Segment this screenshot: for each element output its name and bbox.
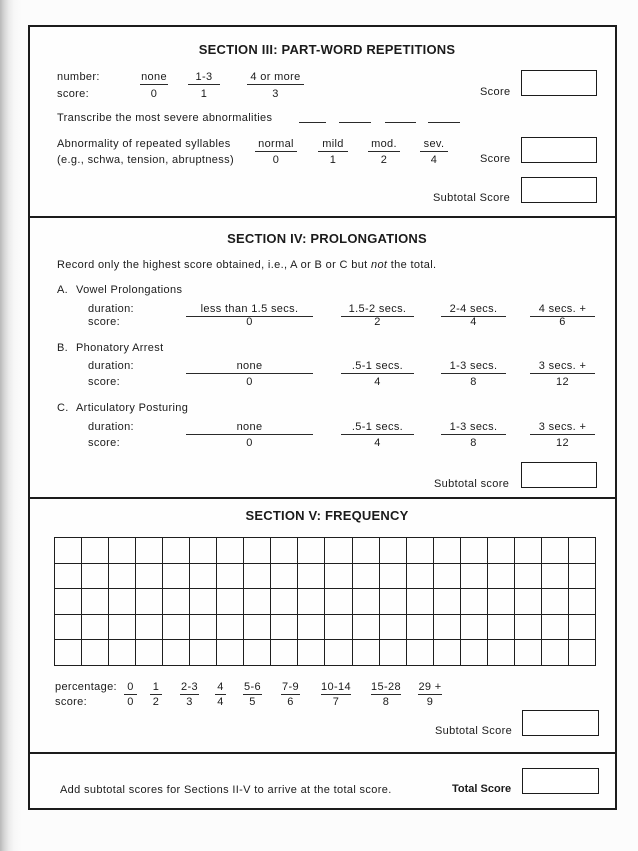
option-label: 29 +: [418, 681, 442, 693]
frequency-grid-cell[interactable]: [380, 615, 407, 641]
duration-option: [441, 421, 506, 449]
option-label: 1: [150, 681, 162, 695]
option-label: 2-3: [181, 681, 198, 693]
frequency-grid-cell[interactable]: [353, 538, 380, 564]
option-score: 0: [246, 316, 253, 328]
option-label: 10-14: [321, 681, 351, 693]
option-score: 2: [374, 316, 381, 328]
frequency-grid-cell[interactable]: [55, 589, 82, 615]
category-letter: B.: [57, 342, 69, 354]
abnormality-examples: (e.g., schwa, tension, abruptness): [57, 154, 234, 166]
section3-subtotal-label: Subtotal Score: [433, 192, 511, 204]
frequency-grid-cell[interactable]: [434, 640, 461, 666]
option-score: 4: [430, 154, 438, 166]
option-label: 3 secs. +: [530, 421, 595, 435]
option-label: 1-3: [188, 71, 220, 85]
abnormality-option: [420, 138, 448, 166]
frequency-grid-cell[interactable]: [82, 615, 109, 641]
frequency-grid-cell[interactable]: [434, 615, 461, 641]
frequency-grid-cell[interactable]: [434, 538, 461, 564]
option-label: 4 or more: [247, 71, 304, 85]
frequency-grid-cell[interactable]: [55, 538, 82, 564]
option-score: 8: [382, 696, 390, 708]
section-divider: [28, 497, 617, 499]
frequency-grid-cell[interactable]: [217, 640, 244, 666]
option-score: 2: [152, 696, 160, 708]
option-score: 0: [246, 437, 253, 449]
frequency-grid-cell[interactable]: [461, 564, 488, 590]
category-name: Vowel Prolongations: [76, 284, 183, 296]
frequency-grid-cell[interactable]: [109, 640, 136, 666]
frequency-grid-cell[interactable]: [515, 589, 542, 615]
frequency-grid-cell[interactable]: [488, 640, 515, 666]
frequency-grid-cell[interactable]: [488, 589, 515, 615]
frequency-option: [124, 681, 137, 708]
frequency-grid-cell[interactable]: [190, 589, 217, 615]
transcribe-blank[interactable]: [385, 122, 416, 123]
option-score: 0: [246, 376, 253, 388]
abnormality-option: [368, 138, 400, 166]
frequency-option: [281, 681, 300, 708]
frequency-grid-cell[interactable]: [569, 589, 596, 615]
frequency-grid-cell[interactable]: [569, 615, 596, 641]
option-label: .5-1 secs.: [341, 421, 414, 435]
section4-subtotal-label: Subtotal score: [434, 478, 510, 490]
frequency-grid-cell[interactable]: [461, 640, 488, 666]
option-score: 1: [200, 88, 208, 100]
duration-option: [186, 360, 313, 388]
transcribe-label: Transcribe the most severe abnormalities: [57, 112, 273, 124]
number-option: [188, 71, 220, 100]
frequency-grid-cell[interactable]: [217, 564, 244, 590]
duration-option: [530, 421, 595, 449]
option-score: 4: [470, 316, 477, 328]
frequency-grid-cell[interactable]: [380, 589, 407, 615]
duration-option: [186, 421, 313, 449]
frequency-grid-cell[interactable]: [407, 615, 434, 641]
frequency-grid-cell[interactable]: [542, 538, 569, 564]
frequency-grid-cell[interactable]: [542, 640, 569, 666]
frequency-grid-cell[interactable]: [461, 615, 488, 641]
option-label: normal: [255, 138, 297, 152]
option-label: 1-3 secs.: [441, 360, 506, 374]
option-score: 9: [426, 696, 434, 708]
frequency-grid-cell[interactable]: [325, 564, 352, 590]
option-score: 12: [556, 437, 569, 449]
number-option: [140, 71, 168, 100]
instruction-text: the total.: [387, 259, 437, 271]
frequency-grid-cell[interactable]: [190, 538, 217, 564]
frequency-grid-cell[interactable]: [109, 615, 136, 641]
frequency-grid-cell[interactable]: [109, 564, 136, 590]
option-label: none: [141, 71, 167, 83]
frequency-grid-cell[interactable]: [244, 538, 271, 564]
frequency-option: [150, 681, 162, 708]
score-label: score:: [88, 437, 121, 449]
frequency-grid-cell[interactable]: [271, 538, 298, 564]
option-score: 4: [217, 696, 224, 708]
duration-label: duration:: [88, 421, 134, 433]
abnormality-score-label: Score: [480, 153, 511, 165]
frequency-grid-cell[interactable]: [217, 615, 244, 641]
frequency-grid-cell[interactable]: [55, 640, 82, 666]
frequency-option: [418, 681, 442, 708]
total-score-label: Total Score: [452, 783, 512, 795]
category-name: Articulatory Posturing: [76, 402, 189, 414]
option-label: 3 secs. +: [530, 360, 595, 374]
option-label: 4: [215, 681, 226, 695]
frequency-grid-cell[interactable]: [109, 589, 136, 615]
transcribe-blank[interactable]: [299, 122, 326, 123]
option-score: 6: [559, 316, 566, 328]
transcribe-blank[interactable]: [428, 122, 460, 123]
option-score: 7: [332, 696, 340, 708]
option-score: 4: [374, 437, 381, 449]
frequency-grid-cell[interactable]: [136, 589, 163, 615]
frequency-grid-cell[interactable]: [298, 640, 325, 666]
frequency-grid-cell[interactable]: [82, 589, 109, 615]
frequency-grid-cell[interactable]: [488, 564, 515, 590]
duration-option: [341, 360, 414, 388]
section4-subtotal-box[interactable]: [521, 462, 597, 488]
option-label: 15-28: [371, 681, 401, 693]
frequency-grid-cell[interactable]: [542, 564, 569, 590]
frequency-grid-cell[interactable]: [461, 538, 488, 564]
option-label: 4 secs. +: [530, 303, 595, 317]
frequency-grid-cell[interactable]: [190, 564, 217, 590]
frequency-grid-cell[interactable]: [163, 589, 190, 615]
section3-subtotal-box[interactable]: [521, 177, 597, 203]
abnormality-label: Abnormality of repeated syllables: [57, 138, 231, 150]
duration-label: duration:: [88, 360, 134, 372]
option-label: 5-6: [244, 681, 261, 693]
frequency-grid-cell[interactable]: [55, 615, 82, 641]
section-divider: [28, 752, 617, 754]
frequency-grid-cell[interactable]: [298, 564, 325, 590]
frequency-grid-cell[interactable]: [217, 589, 244, 615]
option-label: mod.: [368, 138, 400, 152]
duration-label: duration:: [88, 303, 134, 315]
percentage-label: percentage:: [55, 681, 117, 693]
frequency-grid-cell[interactable]: [298, 615, 325, 641]
duration-option: [530, 303, 595, 328]
frequency-grid-cell[interactable]: [434, 564, 461, 590]
frequency-option: [371, 681, 401, 708]
frequency-grid-cell[interactable]: [515, 564, 542, 590]
number-row-label: number:: [57, 71, 100, 83]
section4-instruction: [57, 259, 436, 271]
option-label: none: [186, 421, 313, 435]
frequency-grid-cell[interactable]: [244, 640, 271, 666]
frequency-grid-cell[interactable]: [163, 615, 190, 641]
number-option: [247, 71, 304, 100]
option-score: 1: [329, 154, 337, 166]
duration-option: [341, 303, 414, 328]
frequency-grid-cell[interactable]: [569, 640, 596, 666]
instruction-text: Record only the highest score obtained, i.e., A or B or C but: [57, 259, 371, 271]
frequency-grid-cell[interactable]: [271, 589, 298, 615]
frequency-grid-cell[interactable]: [325, 640, 352, 666]
total-instruction: Add subtotal scores for Sections II-V to arrive at the total score.: [60, 784, 392, 796]
frequency-grid-cell[interactable]: [407, 538, 434, 564]
frequency-grid-cell[interactable]: [407, 564, 434, 590]
frequency-grid-cell[interactable]: [244, 589, 271, 615]
section-divider: [28, 216, 617, 218]
frequency-grid-cell[interactable]: [136, 538, 163, 564]
score-label: score:: [88, 316, 121, 328]
frequency-option: [215, 681, 226, 708]
frequency-grid-cell[interactable]: [569, 564, 596, 590]
category-letter: C.: [57, 402, 69, 414]
option-label: 7-9: [282, 681, 299, 693]
option-score: 6: [287, 696, 294, 708]
score-row-label: score:: [57, 88, 90, 100]
duration-option: [186, 303, 313, 328]
frequency-grid-cell[interactable]: [82, 640, 109, 666]
frequency-grid-cell[interactable]: [353, 564, 380, 590]
frequency-grid: [54, 537, 596, 666]
instruction-emphasis: not: [370, 259, 388, 271]
option-label: none: [186, 360, 313, 374]
category-letter: A.: [57, 284, 69, 296]
option-label: sev.: [420, 138, 448, 152]
option-score: 2: [380, 154, 388, 166]
option-score: 8: [470, 376, 477, 388]
duration-option: [341, 421, 414, 449]
transcribe-blank[interactable]: [339, 122, 371, 123]
frequency-grid-cell[interactable]: [380, 564, 407, 590]
section3-title: SECTION III: PART-WORD REPETITIONS: [198, 42, 456, 57]
option-label: .5-1 secs.: [341, 360, 414, 374]
score-label: score:: [88, 376, 121, 388]
section4-title: SECTION IV: PROLONGATIONS: [227, 231, 427, 246]
frequency-grid-cell[interactable]: [569, 538, 596, 564]
frequency-grid-cell[interactable]: [190, 615, 217, 641]
frequency-grid-cell[interactable]: [109, 538, 136, 564]
duration-option: [441, 303, 506, 328]
frequency-grid-cell[interactable]: [136, 564, 163, 590]
frequency-grid-cell[interactable]: [542, 589, 569, 615]
frequency-grid-cell[interactable]: [271, 640, 298, 666]
frequency-grid-cell[interactable]: [325, 589, 352, 615]
option-label: mild: [318, 138, 348, 152]
frequency-grid-cell[interactable]: [353, 640, 380, 666]
frequency-grid-cell[interactable]: [407, 589, 434, 615]
option-score: 0: [150, 88, 158, 100]
option-label: 2-4 secs.: [441, 303, 506, 317]
option-label: 1-3 secs.: [441, 421, 506, 435]
frequency-grid-cell[interactable]: [244, 615, 271, 641]
frequency-grid-cell[interactable]: [298, 589, 325, 615]
option-score: 8: [470, 437, 477, 449]
frequency-option: [243, 681, 262, 708]
frequency-grid-cell[interactable]: [217, 538, 244, 564]
frequency-grid-cell[interactable]: [271, 615, 298, 641]
frequency-grid-cell[interactable]: [136, 640, 163, 666]
frequency-option: [180, 681, 199, 708]
frequency-grid-cell[interactable]: [353, 589, 380, 615]
option-label: 0: [124, 681, 137, 695]
option-label: less than 1.5 secs.: [186, 303, 313, 317]
frequency-grid-cell[interactable]: [82, 564, 109, 590]
frequency-grid-cell[interactable]: [488, 615, 515, 641]
frequency-grid-cell[interactable]: [353, 615, 380, 641]
option-label: 1.5-2 secs.: [341, 303, 414, 317]
frequency-grid-cell[interactable]: [515, 640, 542, 666]
frequency-grid-cell[interactable]: [82, 538, 109, 564]
frequency-grid-cell[interactable]: [325, 615, 352, 641]
frequency-grid-cell[interactable]: [542, 615, 569, 641]
frequency-grid-cell[interactable]: [55, 564, 82, 590]
option-score: 12: [556, 376, 569, 388]
duration-option: [530, 360, 595, 388]
abnormality-score-box[interactable]: [521, 137, 597, 163]
frequency-grid-cell[interactable]: [325, 538, 352, 564]
number-score-box[interactable]: [521, 70, 597, 96]
frequency-option: [321, 681, 351, 708]
section5-subtotal-label: Subtotal Score: [435, 725, 513, 737]
abnormality-option: [318, 138, 348, 166]
frequency-grid-cell[interactable]: [407, 640, 434, 666]
frequency-grid-cell[interactable]: [298, 538, 325, 564]
frequency-grid-cell[interactable]: [136, 615, 163, 641]
abnormality-option: [255, 138, 297, 166]
option-score: 3: [186, 696, 193, 708]
score-label: score:: [55, 696, 88, 708]
frequency-grid-cell[interactable]: [515, 538, 542, 564]
option-score: 0: [272, 154, 280, 166]
frequency-grid-cell[interactable]: [515, 615, 542, 641]
frequency-grid-cell[interactable]: [163, 640, 190, 666]
frequency-grid-cell[interactable]: [380, 640, 407, 666]
duration-option: [441, 360, 506, 388]
frequency-grid-cell[interactable]: [244, 564, 271, 590]
section5-subtotal-box[interactable]: [522, 710, 599, 736]
option-score: 5: [249, 696, 256, 708]
frequency-grid-cell[interactable]: [190, 640, 217, 666]
option-score: 4: [374, 376, 381, 388]
number-score-label: Score: [480, 86, 511, 98]
frequency-grid-cell[interactable]: [461, 589, 488, 615]
frequency-grid-cell[interactable]: [380, 538, 407, 564]
option-score: 0: [127, 696, 134, 708]
option-score: 3: [272, 88, 279, 100]
category-name: Phonatory Arrest: [76, 342, 164, 354]
section5-title: SECTION V: FREQUENCY: [245, 508, 409, 523]
total-score-box[interactable]: [522, 768, 599, 794]
frequency-grid-cell[interactable]: [488, 538, 515, 564]
frequency-grid-cell[interactable]: [163, 564, 190, 590]
frequency-grid-cell[interactable]: [271, 564, 298, 590]
frequency-grid-cell[interactable]: [163, 538, 190, 564]
frequency-grid-cell[interactable]: [434, 589, 461, 615]
